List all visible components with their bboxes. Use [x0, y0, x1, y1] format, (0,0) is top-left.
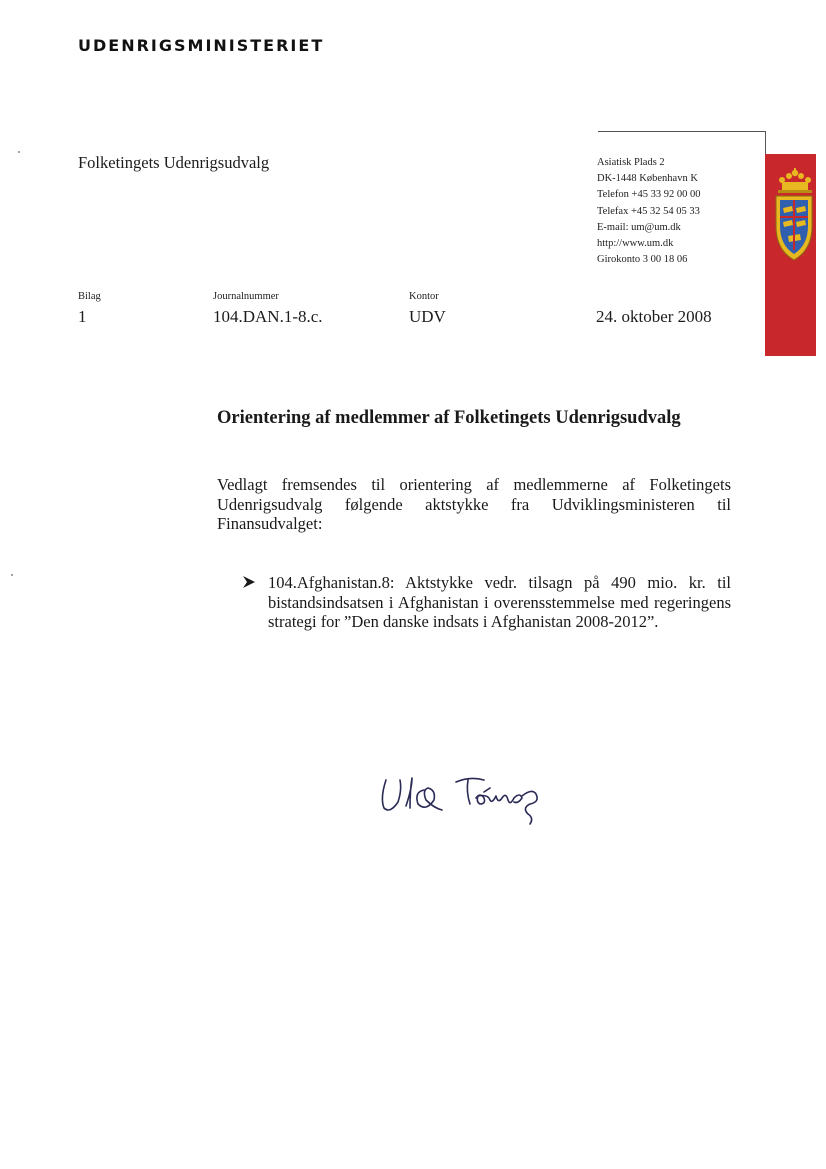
address-rule-vertical	[765, 131, 766, 155]
journal-label: Journalnummer	[213, 291, 279, 302]
address-line: Telefax +45 32 54 05 33	[597, 205, 700, 217]
ministry-title	[78, 36, 324, 55]
address-rule	[598, 131, 766, 132]
bilag-value: 1	[78, 307, 87, 326]
arrow-bullet-icon	[242, 575, 256, 589]
kontor-value: UDV	[409, 307, 446, 326]
document-date: 24. oktober 2008	[596, 307, 712, 326]
address-line: Girokonto 3 00 18 06	[597, 254, 688, 266]
address-line: http://www.um.dk	[597, 238, 674, 250]
address-line: DK-1448 København K	[597, 173, 698, 185]
journal-value: 104.DAN.1-8.c.	[213, 307, 323, 326]
address-line: E-mail: um@um.dk	[597, 221, 681, 233]
address-line: Asiatisk Plads 2	[597, 157, 665, 168]
ministry-name: UDENRIGSMINISTERIET	[78, 36, 325, 55]
subject-heading: Orientering af medlemmer af Folketingets Udenrigsudvalg	[217, 408, 681, 428]
recipient: Folketingets Udenrigsudvalg	[78, 153, 270, 172]
signature-image	[372, 768, 558, 828]
address-block	[597, 155, 700, 268]
address-line: Telefon +45 33 92 00 00	[597, 189, 701, 201]
scan-speck	[11, 574, 13, 576]
royal-crest-icon	[772, 168, 816, 268]
bullet-item: 104.Afghanistan.8: Aktstykke vedr. tilsagn på 490 mio. kr. til bistandsindsatsen i Afghanistan i overensstemmelse med regeringens strategi for ”Den danske indsats i Afghanistan 2008-2012”.	[268, 573, 731, 631]
kontor-label: Kontor	[409, 291, 439, 302]
scan-speck	[18, 151, 20, 153]
body-paragraph: Vedlagt fremsendes til orientering af medlemmerne af Folketingets Udenrigsudvalg følgende aktstykke fra Udviklingsministeren til Finansudvalget:	[217, 475, 731, 533]
bilag-label: Bilag	[78, 291, 101, 302]
